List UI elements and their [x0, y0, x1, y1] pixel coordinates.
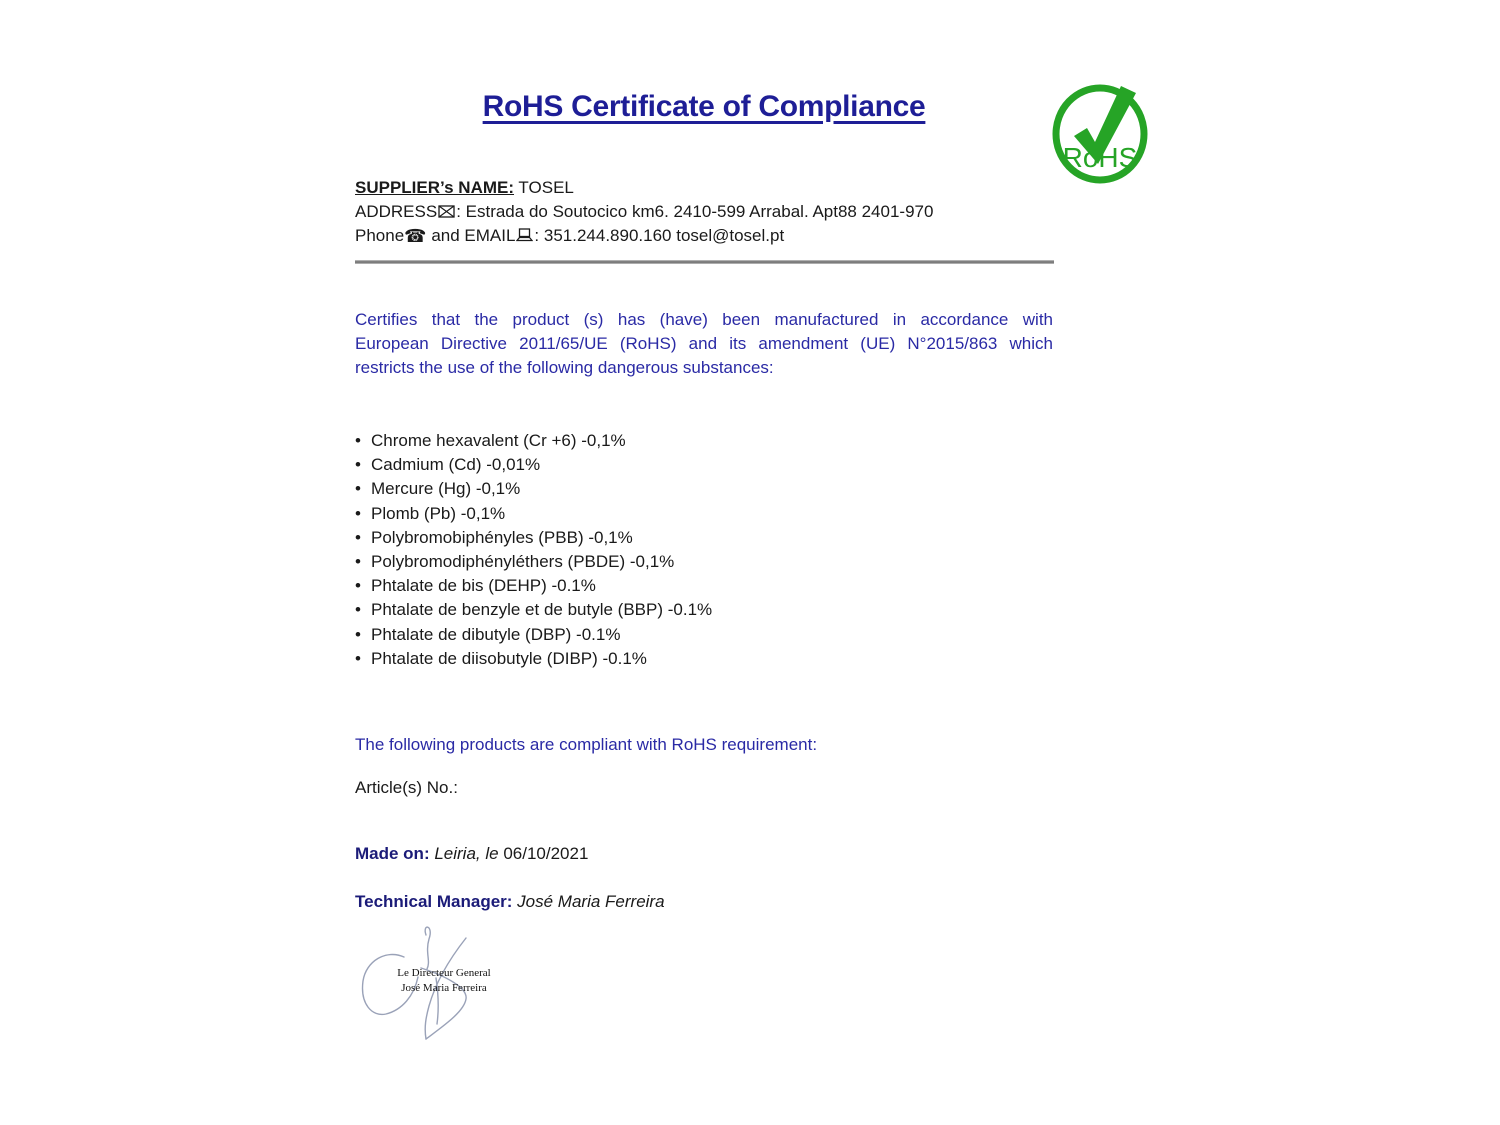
- certify-line: European Directive 2011/65/UE (RoHS) and its amendment (UE) N°2015/863 which: [355, 334, 1053, 354]
- substance-text: Mercure (Hg) -0,1%: [371, 479, 521, 499]
- list-item: [355, 453, 1055, 477]
- substance-text: Phtalate de diisobutyle (DIBP) -0.1%: [371, 648, 647, 668]
- email-label: and EMAIL: [426, 226, 516, 245]
- certify-line: Certifies that the product (s) has (have) been manufactured in accordance with: [355, 310, 1053, 329]
- signature-name: José Maria Ferreira: [401, 981, 487, 994]
- section-divider: [355, 260, 1054, 264]
- address-label: ADDRESS: [355, 202, 438, 221]
- bullet-dot: •: [355, 624, 361, 644]
- made-on-line: [355, 843, 955, 865]
- technical-manager-line: [355, 891, 955, 913]
- list-item: [355, 550, 1055, 574]
- list-item: [355, 429, 1055, 453]
- bullet-dot: •: [355, 455, 361, 475]
- contact-value: : 351.244.890.160 tosel@tosel.pt: [534, 226, 785, 245]
- made-on-place: Leiria, le: [429, 844, 499, 863]
- supplier-name-value: TOSEL: [514, 178, 574, 197]
- address-value: : Estrada do Soutocico km6. 2410-599 Arrabal. Apt88 2401-970: [456, 202, 934, 221]
- list-item: [355, 526, 1055, 550]
- technical-manager-label: Technical Manager:: [355, 892, 513, 911]
- substance-text: Phtalate de benzyle et de butyle (BBP) -0.1%: [371, 600, 713, 620]
- supplier-contact-line: [355, 224, 1075, 249]
- substance-text: Polybromodiphényléthers (PBDE) -0,1%: [371, 552, 675, 572]
- substance-text: Plomb (Pb) -0,1%: [371, 503, 506, 523]
- list-item: [355, 477, 1055, 501]
- computer-icon: [516, 225, 533, 249]
- compliance-statement: The following products are compliant with RoHS requirement:: [355, 735, 818, 754]
- substance-text: Polybromobiphényles (PBB) -0,1%: [371, 527, 633, 547]
- substances-list: [355, 429, 1055, 671]
- list-item: [355, 647, 1055, 671]
- list-item: [355, 598, 1055, 622]
- made-on-date: 06/10/2021: [498, 844, 589, 863]
- list-item: [355, 502, 1055, 526]
- bullet-dot: •: [355, 600, 361, 620]
- list-item: [355, 574, 1055, 598]
- bullet-dot: •: [355, 576, 361, 596]
- technical-manager-name: José Maria Ferreira: [512, 892, 665, 911]
- bullet-dot: •: [355, 552, 361, 572]
- logo-text: RoHS: [1062, 142, 1138, 173]
- article-number-label: Article(s) No.:: [355, 778, 458, 797]
- page-title: RoHS Certificate of Compliance: [482, 90, 926, 123]
- supplier-name-label: SUPPLIER’s NAME:: [355, 178, 515, 197]
- supplier-name-line: [355, 176, 1075, 200]
- bullet-dot: •: [355, 479, 361, 499]
- certification-paragraph: [355, 308, 1053, 381]
- substance-text: Phtalate de dibutyle (DBP) -0.1%: [371, 624, 621, 644]
- phone-label: Phone: [355, 226, 405, 245]
- envelope-icon: [438, 201, 455, 225]
- rohs-logo-graphic: [1050, 76, 1152, 184]
- substance-text: Chrome hexavalent (Cr +6) -0,1%: [371, 431, 626, 450]
- bullet-dot: •: [355, 527, 361, 547]
- list-item: [355, 623, 1055, 647]
- supplier-address-line: [355, 200, 1075, 225]
- signature-caption: [384, 966, 504, 995]
- phone-icon: ☎: [404, 226, 427, 247]
- substance-text: Phtalate de bis (DEHP) -0.1%: [371, 576, 596, 596]
- bullet-dot: •: [355, 648, 361, 668]
- bullet-dot: •: [355, 503, 361, 523]
- made-on-label: Made on:: [355, 844, 430, 863]
- substance-text: Cadmium (Cd) -0,01%: [371, 455, 541, 475]
- certify-line: restricts the use of the following dangerous substances:: [355, 358, 774, 378]
- signature-title: Le Directeur General: [397, 967, 491, 979]
- bullet-dot: •: [355, 431, 361, 450]
- rohs-logo: [1050, 76, 1152, 184]
